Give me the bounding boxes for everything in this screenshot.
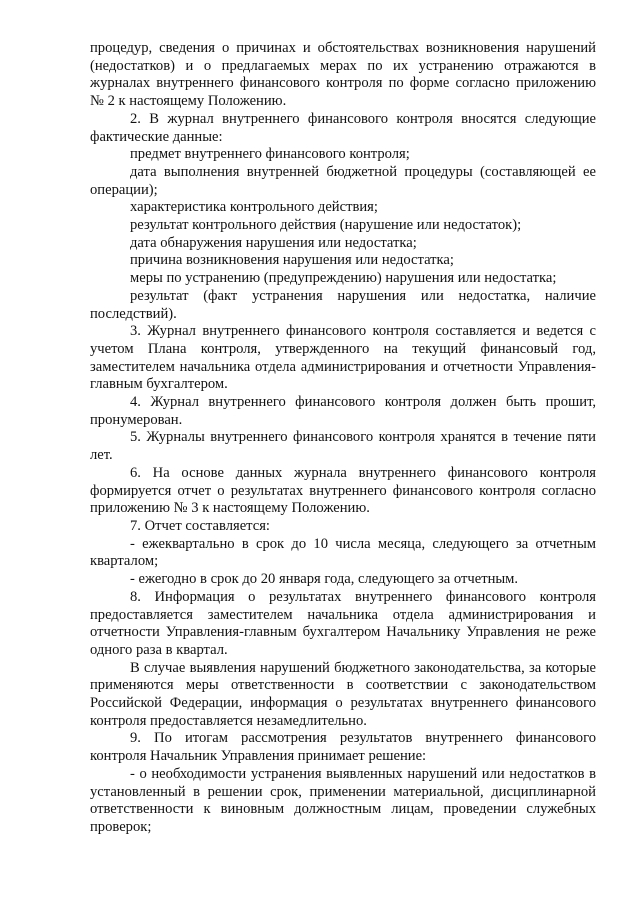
list-item-outcome: результат (факт устранения нарушения или недостатка, наличие последствий). [90, 287, 596, 322]
list-item-annually: - ежегодно в срок до 20 января года, следующего за отчетным. [130, 571, 519, 588]
list-item-remediation: - о необходимости устранения выявленных нарушений или недостатков в установленный в решении срок, применении материальной, дисциплинарной ответственности к виновным должностным лицам, проведении служебных проверок; [90, 765, 596, 835]
list-item-control-result: результат контрольного действия (нарушение или недостаток); [130, 217, 522, 234]
paragraph-violations: В случае выявления нарушений бюджетного законодательства, за которые применяются меры ответственности в соответствии с законодательством Российской Федерации, информация о результатах внутреннего финансового контроля предоставляется незамедлительно. [90, 659, 596, 729]
list-item-quarterly: - ежеквартально в срок до 10 числа месяца, следующего за отчетным кварталом; [90, 535, 596, 570]
paragraph-item-6: 6. На основе данных журнала внутреннего финансового контроля формируется отчет о результатах внутреннего финансового контроля согласно приложению № 3 к настоящему Положению. [90, 464, 596, 517]
list-item-subject: предмет внутреннего финансового контроля; [130, 146, 410, 163]
paragraph-item-9: 9. По итогам рассмотрения результатов внутреннего финансового контроля Начальник Управления принимает решение: [90, 730, 596, 765]
paragraph-item-8: 8. Информация о результатах внутреннего финансового контроля предоставляется заместителем начальника отдела администрирования и отчетности Управления-главным бухгалтером Начальнику Управления не реже одного раза в квартал. [90, 588, 596, 658]
paragraph-item-2: 2. В журнал внутреннего финансового контроля вносятся следующие фактические данные: [90, 110, 596, 145]
list-item-control-characteristic: характеристика контрольного действия; [130, 199, 378, 216]
paragraph-item-7: 7. Отчет составляется: [130, 517, 270, 534]
list-item-detection-date: дата обнаружения нарушения или недостатка; [130, 234, 417, 251]
list-item-measures: меры по устранению (предупреждению) нарушения или недостатка; [130, 270, 557, 287]
paragraph-procedures-continued: процедур, сведения о причинах и обстоятельствах возникновения нарушений (недостатков) и о предлагаемых мерах по их устранению отражаются в журналах внутреннего финансового контроля по форме согласно приложению № 2 к настоящему Положению. [90, 40, 596, 110]
list-item-procedure-date: дата выполнения внутренней бюджетной процедуры (составляющей ее операции); [90, 163, 596, 198]
document-page [90, 40, 596, 837]
paragraph-item-4: 4. Журнал внутреннего финансового контроля должен быть прошит, пронумерован. [90, 394, 596, 428]
paragraph-item-5: 5. Журналы внутреннего финансового контроля хранятся в течение пяти лет. [90, 429, 596, 464]
paragraph-item-3: 3. Журнал внутреннего финансового контроля составляется и ведется с учетом Плана контроля, утвержденного на текущий финансовый год, заместителем начальника отдела администрирования и отчетности Управления-главным бухгалтером. [90, 323, 596, 393]
list-item-cause: причина возникновения нарушения или недостатка; [130, 252, 454, 269]
